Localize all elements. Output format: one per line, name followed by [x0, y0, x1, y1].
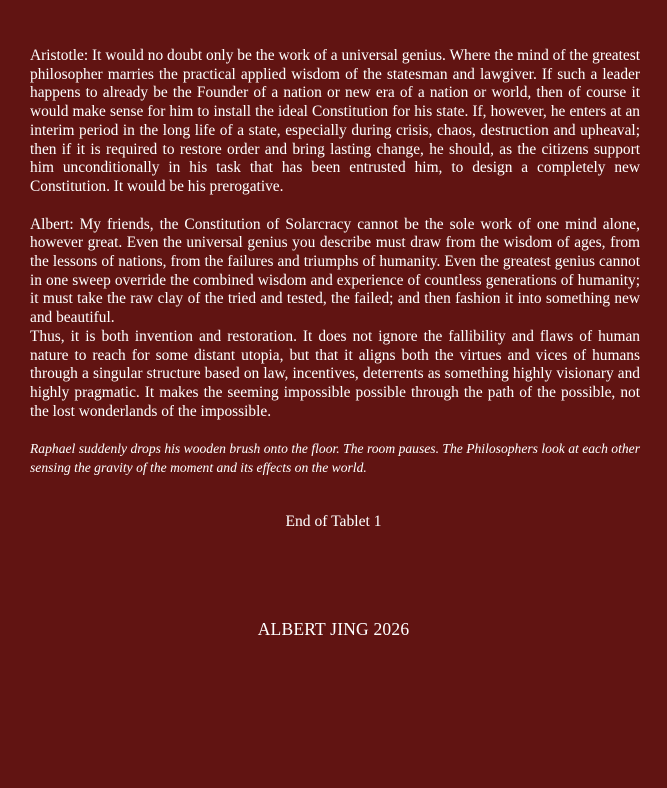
paragraph-albert: Albert: My friends, the Constitution of Solarcracy cannot be the sole work of one mind alone, however great. Even the universal genius you describe must draw from the wisdom of ages, from the lessons of nations, from the failures and triumphs of humanity. Even the greatest genius cannot in one sweep override the combined wisdom and experience of countless generations of humanity; it must take the raw clay of the tried and tested, the failed; and then fashion it into something new and beautiful.: [30, 215, 640, 327]
author-credit: ALBERT JING 2026: [257, 619, 410, 639]
document-body: [30, 47, 640, 477]
end-of-tablet: End of Tablet 1: [285, 513, 382, 530]
paragraph-spacer: [30, 421, 640, 440]
stage-direction: Raphael suddenly drops his wooden brush onto the floor. The room pauses. The Philosophers look at each other sensing the gravity of the moment and its effects on the world.: [30, 441, 640, 475]
paragraph-spacer: [30, 197, 640, 216]
paragraph-aristotle: Aristotle: It would no doubt only be the work of a universal genius. Where the mind of the greatest philosopher marries the practical applied wisdom of the statesman and lawgiver. If such a leader happens to already be the Founder of a nation or new era of a nation or world, then of course it would make sense for him to install the ideal Constitution for his state. If, however, he enters at an interim period in the long life of a state, especially during crisis, chaos, destruction and upheaval; then if it is required to restore order and bring lasting change, he should, as the citizens support him unconditionally in his task that has been entrusted him, to design a completely new Constitution. It would be his prerogative.: [30, 47, 640, 195]
paragraph-thus: Thus, it is both invention and restoration. It does not ignore the fallibility and flaws of human nature to reach for some distant utopia, but that it aligns both the virtues and vices of humans through a singular structure based on law, incentives, deterrents as something highly visionary and highly pragmatic. It makes the seeming impossible possible through the path of the possible, not the lost wonderlands of the impossible.: [30, 327, 640, 420]
